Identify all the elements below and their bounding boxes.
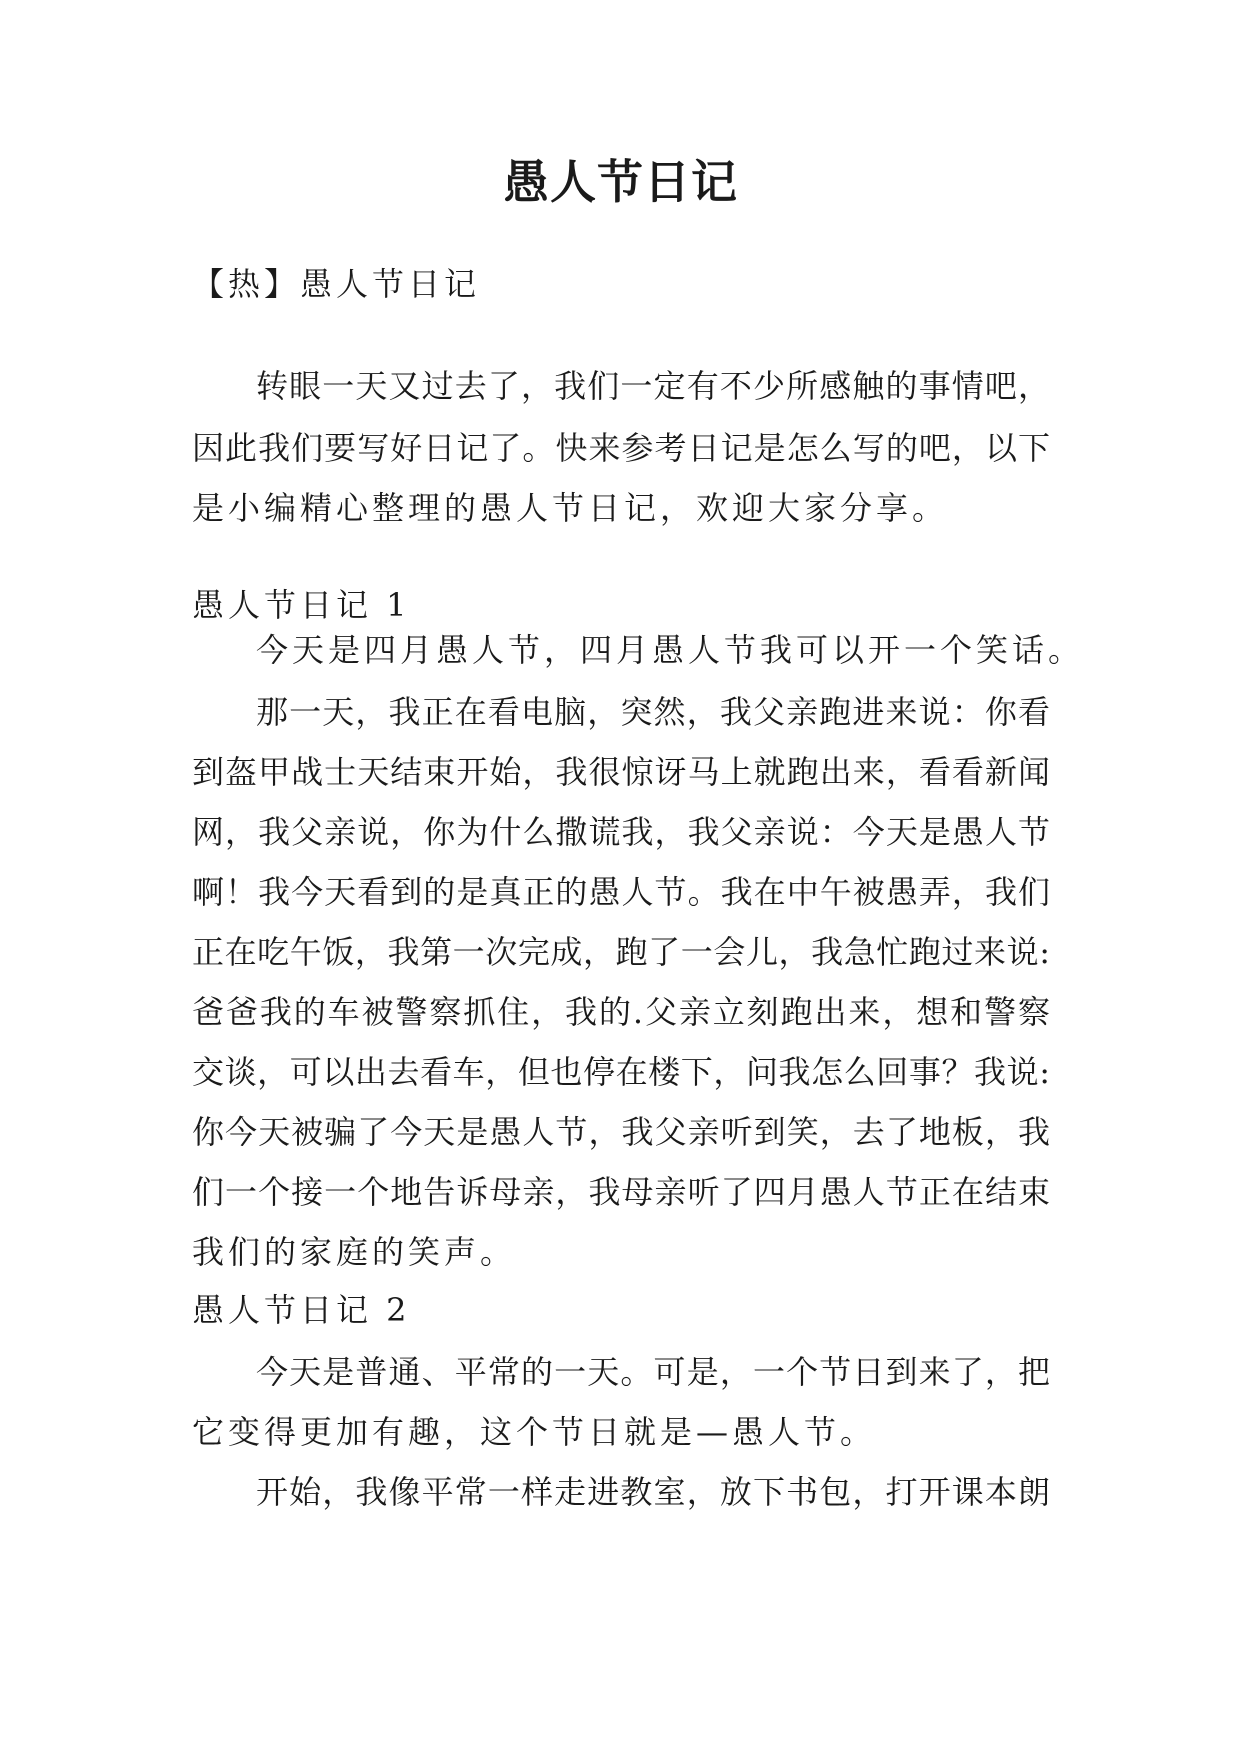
body-line: 交谈，可以出去看车，但也停在楼下，问我怎么回事？我说: [192, 1053, 1050, 1091]
section-heading-1: 愚人节日记 1 [192, 586, 411, 624]
section-heading-2: 愚人节日记 2 [192, 1291, 411, 1329]
body-line: 啊！我今天看到的是真正的愚人节。我在中午被愚弄，我们 [192, 873, 1050, 911]
body-line: 它变得更加有趣，这个节日就是—愚人节。 [192, 1413, 877, 1451]
body-line: 正在吃午饭，我第一次完成，跑了一会儿，我急忙跑过来说: [192, 933, 1050, 971]
body-line: 我们的家庭的笑声。 [192, 1233, 517, 1271]
body-line: 你今天被骗了今天是愚人节，我父亲听到笑，去了地板，我 [192, 1113, 1050, 1151]
document-title: 愚人节日记 [503, 155, 738, 209]
intro-line: 因此我们要写好日记了。快来参考日记是怎么写的吧，以下 [192, 429, 1050, 467]
body-line: 今天是四月愚人节，四月愚人节我可以开一个笑话。 [256, 631, 1085, 669]
body-line: 那一天，我正在看电脑，突然，我父亲跑进来说：你看 [256, 693, 1050, 731]
intro-line: 是小编精心整理的愚人节日记，欢迎大家分享。 [192, 489, 949, 527]
intro-line: 转眼一天又过去了，我们一定有不少所感触的事情吧， [256, 367, 1050, 405]
body-line: 开始，我像平常一样走进教室，放下书包，打开课本朗 [256, 1473, 1050, 1511]
body-line: 到盔甲战士天结束开始，我很惊讶马上就跑出来，看看新闻 [192, 753, 1050, 791]
subtitle-line: 【热】愚人节日记 [192, 265, 481, 303]
body-line: 今天是普通、平常的一天。可是，一个节日到来了，把 [256, 1353, 1050, 1391]
body-line: 爸爸我的车被警察抓住，我的.父亲立刻跑出来，想和警察 [192, 993, 1050, 1031]
body-line: 们一个接一个地告诉母亲，我母亲听了四月愚人节正在结束 [192, 1173, 1050, 1211]
body-line: 网，我父亲说，你为什么撒谎我，我父亲说：今天是愚人节 [192, 813, 1050, 851]
